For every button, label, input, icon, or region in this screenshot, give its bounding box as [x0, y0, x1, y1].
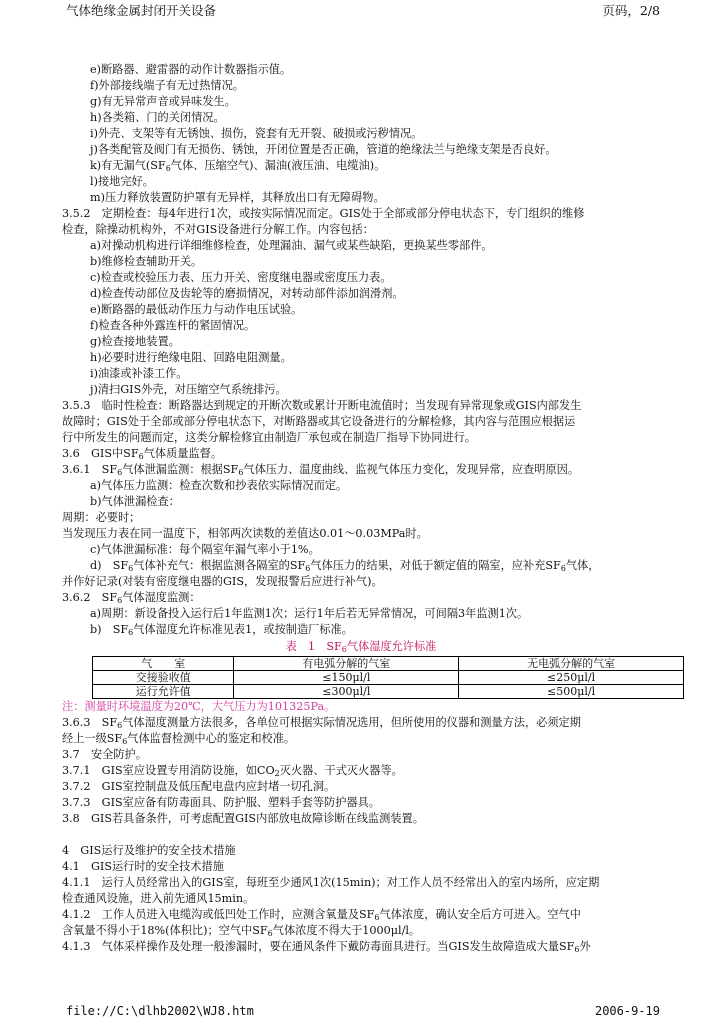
- paragraph-group: [62, 174, 660, 446]
- text-line: i)油漆或补漆工作。: [90, 367, 188, 380]
- text-line: 故障时；GIS处于全部或部分停电状态下，对断路器或其它设备进行的分解检修，其内容与范围应根据运: [62, 415, 576, 428]
- print-date: 2006-9-19: [594, 1004, 660, 1018]
- text-line: 3.5.2 定期检查：每4年进行1次，或按实际情况而定。GIS处于全部或部分停电状态下，专门组织的维修: [62, 207, 585, 220]
- text-line: 3.5.3 临时性检查：断路器达到规定的开断次数或累计开断电流值时；当发现有异常现象或GIS内部发生: [62, 399, 582, 412]
- text-line: b) $SF_6$气体湿度允许标准见表1，或按制造厂标准。: [90, 623, 353, 637]
- text-line: 并作好记录(对装有密度继电器的GIS，发现报警后应进行补气)。: [62, 575, 383, 588]
- table-cell: ≤300μl/l: [234, 685, 459, 699]
- text-line: g)有无异常声音或异味发生。: [90, 95, 236, 108]
- table-note: 注：测量时环境温度为20℃，大气压力为101325Pa。: [62, 700, 336, 713]
- document-title: 气体绝缘金属封闭开关设备: [66, 3, 217, 18]
- text-line: 4.1 GIS运行时的安全技术措施: [62, 860, 224, 873]
- text-line: h)必要时进行绝缘电阻、回路电阻测量。: [90, 351, 292, 364]
- text-line: e)断路器、避雷器的动作计数器指示值。: [90, 63, 292, 76]
- text-line: 检查通风设施，进入前先通风15min。: [62, 892, 255, 905]
- text-line: f)外部接线端子有无过热情况。: [90, 79, 244, 92]
- text-line: l)接地完好。: [90, 175, 154, 188]
- table-header-cell: 无电弧分解的气室: [459, 657, 684, 671]
- text-line: 4 GIS运行及维护的安全技术措施: [62, 844, 236, 857]
- text-line: j)清扫GIS外壳，对压缩空气系统排污。: [90, 383, 287, 396]
- paragraph-group: [62, 62, 660, 158]
- text-line: 周期：必要时；: [62, 511, 141, 524]
- section-heading: 3.6 GIS中$SF_6$气体质量监督。: [62, 447, 223, 461]
- text-line: 经上一级$SF_6$气体监督检测中心的鉴定和校准。: [62, 732, 296, 746]
- paragraph-group: [62, 843, 660, 907]
- document-body: [62, 62, 660, 955]
- text-line: 3.7.2 GIS室控制盘及低压配电盘内应封堵一切孔洞。: [62, 780, 336, 793]
- table-cell: 运行允许值: [93, 685, 234, 699]
- text-line: h)各类箱、门的关闭情况。: [90, 111, 225, 124]
- text-line: g)检查接地装置。: [90, 335, 180, 348]
- text-line: j)各类配管及阀门有无损伤、锈蚀，开闭位置是否正确，管道的绝缘法兰与绝缘支架是否良好。: [90, 143, 557, 156]
- text-line: 3.7.3 GIS室应备有防毒面具、防护服、塑料手套等防护器具。: [62, 796, 380, 809]
- table-header-cell: 气 室: [93, 657, 234, 671]
- text-line: 当发现压力表在同一温度下，相邻两次读数的差值达0.01～0.03MPa时。: [62, 527, 428, 540]
- table-cell: ≤250μl/l: [459, 671, 684, 685]
- text-line: e)断路器的最低动作压力与动作电压试验。: [90, 303, 303, 316]
- text-line: c)检查或校验压力表、压力开关、密度继电器或密度压力表。: [90, 271, 392, 284]
- text-line: 4.1.2 工作人员进入电缆沟或低凹处工作时，应测含氧量及$SF_6$气体浓度，确认安全后方可进入。空气中: [62, 908, 581, 922]
- table-cell: 交接验收值: [93, 671, 234, 685]
- text-line: 3.7.1 GIS室应设置专用消防设施，如$CO_2$灭火器、干式灭火器等。: [62, 764, 403, 778]
- paragraph-group: [62, 779, 660, 827]
- page-number: 页码，2/8: [602, 3, 660, 18]
- text-line: c)气体泄漏标准：每个隔室年漏气率小于1%。: [90, 543, 320, 556]
- section-heading: 3.7 安全防护。: [62, 748, 147, 761]
- table-row: [93, 685, 684, 699]
- text-line: 4.1.1 运行人员经常出入的GIS室，每班至少通风1次(15min)；对工作人员不经常出入的室内场所，应定期: [62, 876, 600, 889]
- table-caption: 表 1 $SF_6$气体湿度允许标准: [285, 640, 437, 654]
- text-line: b)维修检查辅助开关。: [90, 255, 203, 268]
- text-line: d)检查传动部位及齿轮等的磨损情况，对转动部件添加润滑剂。: [90, 287, 404, 300]
- table-cell: ≤500μl/l: [459, 685, 684, 699]
- table-header-cell: 有电弧分解的气室: [234, 657, 459, 671]
- text-line: 3.6.2 $SF_6$气体湿度监测：: [62, 591, 201, 605]
- paragraph-group: [62, 478, 660, 558]
- humidity-table: [92, 656, 684, 699]
- page-header: [0, 0, 724, 20]
- text-line: k)有无漏气($SF_6$气体、压缩空气)、漏油(液压油、电缆油)。: [90, 159, 386, 173]
- text-line: 3.8 GIS若具备条件，可考虑配置GIS内部放电故障诊断在线监测装置。: [62, 812, 424, 825]
- table-cell: ≤150μl/l: [234, 671, 459, 685]
- text-line: a)周期：新设备投入运行后1年监测1次；运行1年后若无异常情况，可间隔3年监测1次。: [90, 607, 529, 620]
- text-line: f)检查各种外露连杆的紧固情况。: [90, 319, 256, 332]
- text-line: 3.6.1 $SF_6$气体泄漏监测：根据$SF_6$气体压力、温度曲线、监视气体压力变化，发现异常，应查明原因。: [62, 463, 580, 477]
- text-line: a)对操动机构进行详细维修检查，处理漏油、漏气或某些缺陷，更换某些零部件。: [90, 239, 493, 252]
- file-path: file://C:\dlhb2002\WJ8.htm: [66, 1004, 254, 1018]
- text-line: a)气体压力监测：检查次数和抄表依实际情况而定。: [90, 479, 348, 492]
- text-line: d) $SF_6$气体补充气：根据监测各隔室的$SF_6$气体压力的结果，对低于额定值的隔室，应补充$SF_6$气体，: [90, 559, 600, 573]
- text-line: 4.1.3 气体采样操作及处理一般渗漏时，要在通风条件下戴防毒面具进行。当GIS发生故障造成大量$SF_6$外: [62, 940, 591, 954]
- spacer: [62, 827, 660, 843]
- text-line: b)气体泄漏检查：: [90, 495, 180, 508]
- text-line: i)外壳、支架等有无锈蚀、损伤，瓷套有无开裂、破损或污秽情况。: [90, 127, 423, 140]
- text-line: m)压力释放装置防护罩有无异样，其释放出口有无障碍物。: [90, 191, 385, 204]
- text-line: 行中所发生的问题而定，这类分解检修宜由制造厂承包或在制造厂指导下协同进行。: [62, 431, 476, 444]
- text-line: 检查，除操动机构外，不对GIS设备进行分解工作。内容包括：: [62, 223, 374, 236]
- text-line: 含氧量不得小于18%(体积比)；空气中$SF_6$气体浓度不得大于1000μl/l。: [62, 924, 421, 938]
- text-line: 3.6.3 $SF_6$气体湿度测量方法很多，各单位可根据实际情况选用，但所使用的仪器和测量方法，必须定期: [62, 716, 581, 730]
- table-row: [93, 671, 684, 685]
- table-header-row: [93, 657, 684, 671]
